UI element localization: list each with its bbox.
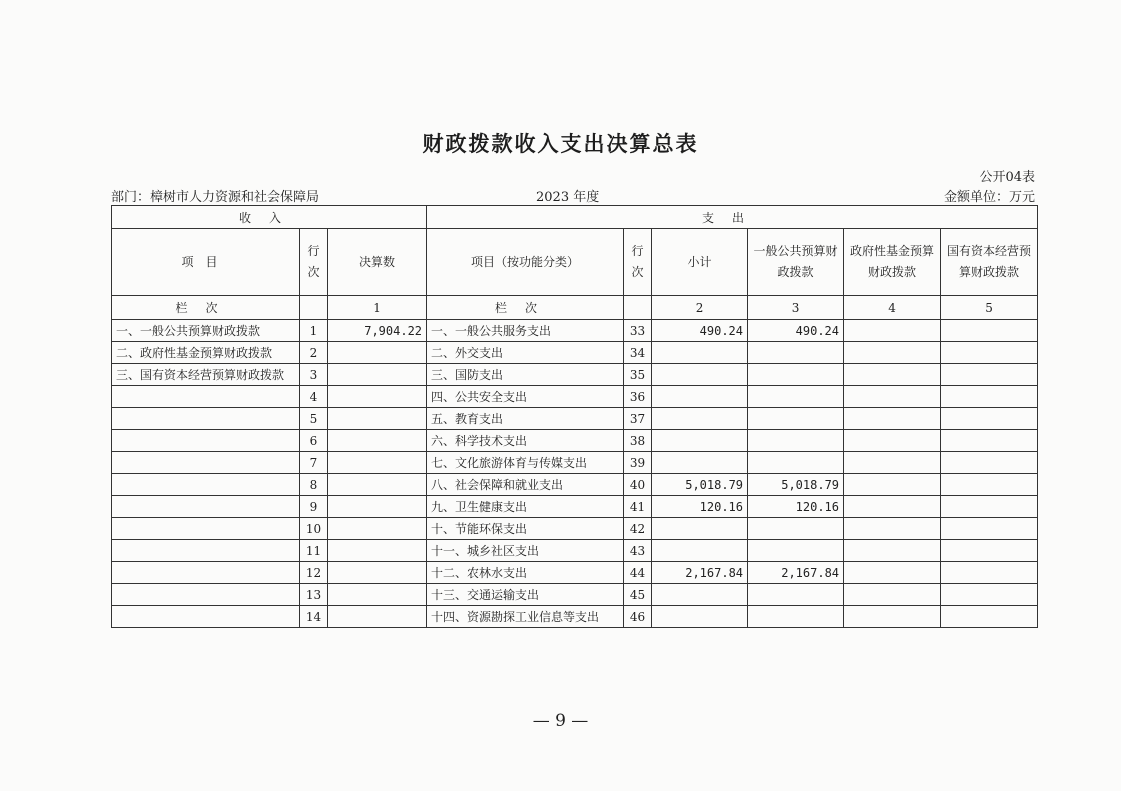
gov-fund-cell (844, 474, 941, 496)
income-item-cell (112, 584, 300, 606)
expense-row-no-cell: 33 (624, 320, 652, 342)
income-row-no-cell: 5 (300, 408, 328, 430)
expense-row-no-cell: 39 (624, 452, 652, 474)
gov-fund-cell (844, 518, 941, 540)
state-capital-cell (941, 474, 1038, 496)
column-number-blank-expense (624, 296, 652, 320)
unit-label: 金额单位：万元 (943, 190, 1035, 205)
col-header-state-capital: 国有资本经营预算财政拨款 (941, 229, 1038, 296)
income-item-cell (112, 386, 300, 408)
table-row (112, 408, 1038, 430)
expense-row-no-cell: 45 (624, 584, 652, 606)
expense-item-cell: 三、国防支出 (427, 364, 624, 386)
general-budget-cell (748, 606, 844, 628)
state-capital-cell (941, 342, 1038, 364)
col-header-row-no-expense: 行次 (624, 229, 652, 296)
table-row (112, 562, 1038, 584)
column-label-expense: 栏次 (427, 296, 624, 320)
subtotal-cell: 490.24 (652, 320, 748, 342)
income-amount-cell (328, 342, 427, 364)
gov-fund-cell (844, 452, 941, 474)
state-capital-cell (941, 386, 1038, 408)
income-row-no-cell: 10 (300, 518, 328, 540)
column-number-blank (300, 296, 328, 320)
income-item-cell: 二、政府性基金预算财政拨款 (112, 342, 300, 364)
expense-row-no-cell: 41 (624, 496, 652, 518)
state-capital-cell (941, 320, 1038, 342)
income-item-cell (112, 606, 300, 628)
expense-row-no-cell: 40 (624, 474, 652, 496)
header-row-sections (112, 206, 1038, 229)
expense-item-cell: 四、公共安全支出 (427, 386, 624, 408)
state-capital-cell (941, 606, 1038, 628)
table-body (112, 320, 1038, 628)
expense-row-no-cell: 36 (624, 386, 652, 408)
income-amount-cell (328, 474, 427, 496)
income-amount-cell (328, 540, 427, 562)
income-amount-cell (328, 364, 427, 386)
income-item-cell: 一、一般公共预算财政拨款 (112, 320, 300, 342)
income-item-cell (112, 540, 300, 562)
gov-fund-cell (844, 364, 941, 386)
expense-item-cell: 二、外交支出 (427, 342, 624, 364)
table-row (112, 496, 1038, 518)
income-row-no-cell: 2 (300, 342, 328, 364)
gov-fund-cell (844, 320, 941, 342)
expense-item-cell: 十一、城乡社区支出 (427, 540, 624, 562)
state-capital-cell (941, 540, 1038, 562)
income-amount-cell (328, 408, 427, 430)
income-item-cell (112, 562, 300, 584)
col-header-item: 项目 (112, 229, 300, 296)
budget-table (111, 205, 1038, 628)
general-budget-cell (748, 452, 844, 474)
income-amount-cell (328, 606, 427, 628)
gov-fund-cell (844, 562, 941, 584)
expense-row-no-cell: 44 (624, 562, 652, 584)
income-item-cell (112, 518, 300, 540)
state-capital-cell (941, 496, 1038, 518)
column-number-4: 4 (844, 296, 941, 320)
general-budget-cell (748, 518, 844, 540)
table-row (112, 320, 1038, 342)
table-row (112, 452, 1038, 474)
expense-row-no-cell: 37 (624, 408, 652, 430)
expense-item-cell: 九、卫生健康支出 (427, 496, 624, 518)
income-row-no-cell: 14 (300, 606, 328, 628)
income-item-cell (112, 496, 300, 518)
column-number-1: 1 (328, 296, 427, 320)
income-amount-cell (328, 518, 427, 540)
income-row-no-cell: 6 (300, 430, 328, 452)
subtotal-cell: 120.16 (652, 496, 748, 518)
general-budget-cell (748, 408, 844, 430)
expense-row-no-cell: 42 (624, 518, 652, 540)
col-header-subtotal: 小计 (652, 229, 748, 296)
income-row-no-cell: 13 (300, 584, 328, 606)
expense-item-cell: 一、一般公共服务支出 (427, 320, 624, 342)
income-amount-cell (328, 562, 427, 584)
general-budget-cell (748, 386, 844, 408)
subtotal-cell (652, 364, 748, 386)
gov-fund-cell (844, 342, 941, 364)
subtotal-cell (652, 540, 748, 562)
header-row-column-numbers (112, 296, 1038, 320)
subtotal-cell (652, 452, 748, 474)
table-row (112, 364, 1038, 386)
expense-header: 支出 (427, 206, 1038, 229)
state-capital-cell (941, 430, 1038, 452)
income-amount-cell (328, 584, 427, 606)
col-header-gov-fund: 政府性基金预算财政拨款 (844, 229, 941, 296)
general-budget-cell (748, 540, 844, 562)
general-budget-cell: 490.24 (748, 320, 844, 342)
income-row-no-cell: 3 (300, 364, 328, 386)
state-capital-cell (941, 518, 1038, 540)
expense-row-no-cell: 43 (624, 540, 652, 562)
subtotal-cell: 5,018.79 (652, 474, 748, 496)
income-row-no-cell: 7 (300, 452, 328, 474)
table-row (112, 540, 1038, 562)
table-row (112, 606, 1038, 628)
income-row-no-cell: 4 (300, 386, 328, 408)
income-amount-cell (328, 386, 427, 408)
subtotal-cell (652, 386, 748, 408)
subtotal-cell (652, 342, 748, 364)
expense-item-cell: 十、节能环保支出 (427, 518, 624, 540)
col-header-item-by-function: 项目（按功能分类） (427, 229, 624, 296)
income-item-cell: 三、国有资本经营预算财政拨款 (112, 364, 300, 386)
gov-fund-cell (844, 386, 941, 408)
subtotal-cell (652, 584, 748, 606)
year-label: 2023 年度 (536, 190, 600, 205)
state-capital-cell (941, 408, 1038, 430)
gov-fund-cell (844, 496, 941, 518)
table-row (112, 474, 1038, 496)
subtotal-cell (652, 408, 748, 430)
expense-row-no-cell: 35 (624, 364, 652, 386)
income-item-cell (112, 452, 300, 474)
page-number: — 9 — (532, 711, 589, 731)
col-header-final-amount: 决算数 (328, 229, 427, 296)
general-budget-cell: 2,167.84 (748, 562, 844, 584)
state-capital-cell (941, 452, 1038, 474)
subtotal-cell (652, 606, 748, 628)
col-header-row-no: 行次 (300, 229, 328, 296)
income-amount-cell: 7,904.22 (328, 320, 427, 342)
general-budget-cell (748, 584, 844, 606)
income-header: 收入 (112, 206, 427, 229)
expense-row-no-cell: 46 (624, 606, 652, 628)
general-budget-cell (748, 342, 844, 364)
income-amount-cell (328, 430, 427, 452)
expense-item-cell: 八、社会保障和就业支出 (427, 474, 624, 496)
column-number-2: 2 (652, 296, 748, 320)
income-amount-cell (328, 496, 427, 518)
income-item-cell (112, 474, 300, 496)
col-header-general-budget: 一般公共预算财政拨款 (748, 229, 844, 296)
expense-row-no-cell: 38 (624, 430, 652, 452)
page-title: 财政拨款收入支出决算总表 (422, 132, 699, 156)
form-number: 公开04表 (979, 170, 1035, 185)
state-capital-cell (941, 562, 1038, 584)
general-budget-cell: 120.16 (748, 496, 844, 518)
income-item-cell (112, 430, 300, 452)
header-row-columns (112, 229, 1038, 296)
gov-fund-cell (844, 408, 941, 430)
expense-item-cell: 十三、交通运输支出 (427, 584, 624, 606)
state-capital-cell (941, 584, 1038, 606)
general-budget-cell: 5,018.79 (748, 474, 844, 496)
table-row (112, 430, 1038, 452)
income-row-no-cell: 12 (300, 562, 328, 584)
income-row-no-cell: 8 (300, 474, 328, 496)
gov-fund-cell (844, 430, 941, 452)
table-row (112, 386, 1038, 408)
expense-item-cell: 十二、农林水支出 (427, 562, 624, 584)
expense-item-cell: 十四、资源勘探工业信息等支出 (427, 606, 624, 628)
expense-item-cell: 七、文化旅游体育与传媒支出 (427, 452, 624, 474)
table-row (112, 342, 1038, 364)
table-row (112, 584, 1038, 606)
income-row-no-cell: 1 (300, 320, 328, 342)
expense-row-no-cell: 34 (624, 342, 652, 364)
column-number-5: 5 (941, 296, 1038, 320)
table-row (112, 518, 1038, 540)
general-budget-cell (748, 430, 844, 452)
income-row-no-cell: 11 (300, 540, 328, 562)
subtotal-cell: 2,167.84 (652, 562, 748, 584)
department-label: 部门：樟树市人力资源和社会保障局 (111, 190, 320, 205)
column-label: 栏次 (112, 296, 300, 320)
state-capital-cell (941, 364, 1038, 386)
gov-fund-cell (844, 584, 941, 606)
income-item-cell (112, 408, 300, 430)
expense-item-cell: 五、教育支出 (427, 408, 624, 430)
subtotal-cell (652, 518, 748, 540)
subtotal-cell (652, 430, 748, 452)
expense-item-cell: 六、科学技术支出 (427, 430, 624, 452)
column-number-3: 3 (748, 296, 844, 320)
income-row-no-cell: 9 (300, 496, 328, 518)
gov-fund-cell (844, 606, 941, 628)
gov-fund-cell (844, 540, 941, 562)
general-budget-cell (748, 364, 844, 386)
income-amount-cell (328, 452, 427, 474)
